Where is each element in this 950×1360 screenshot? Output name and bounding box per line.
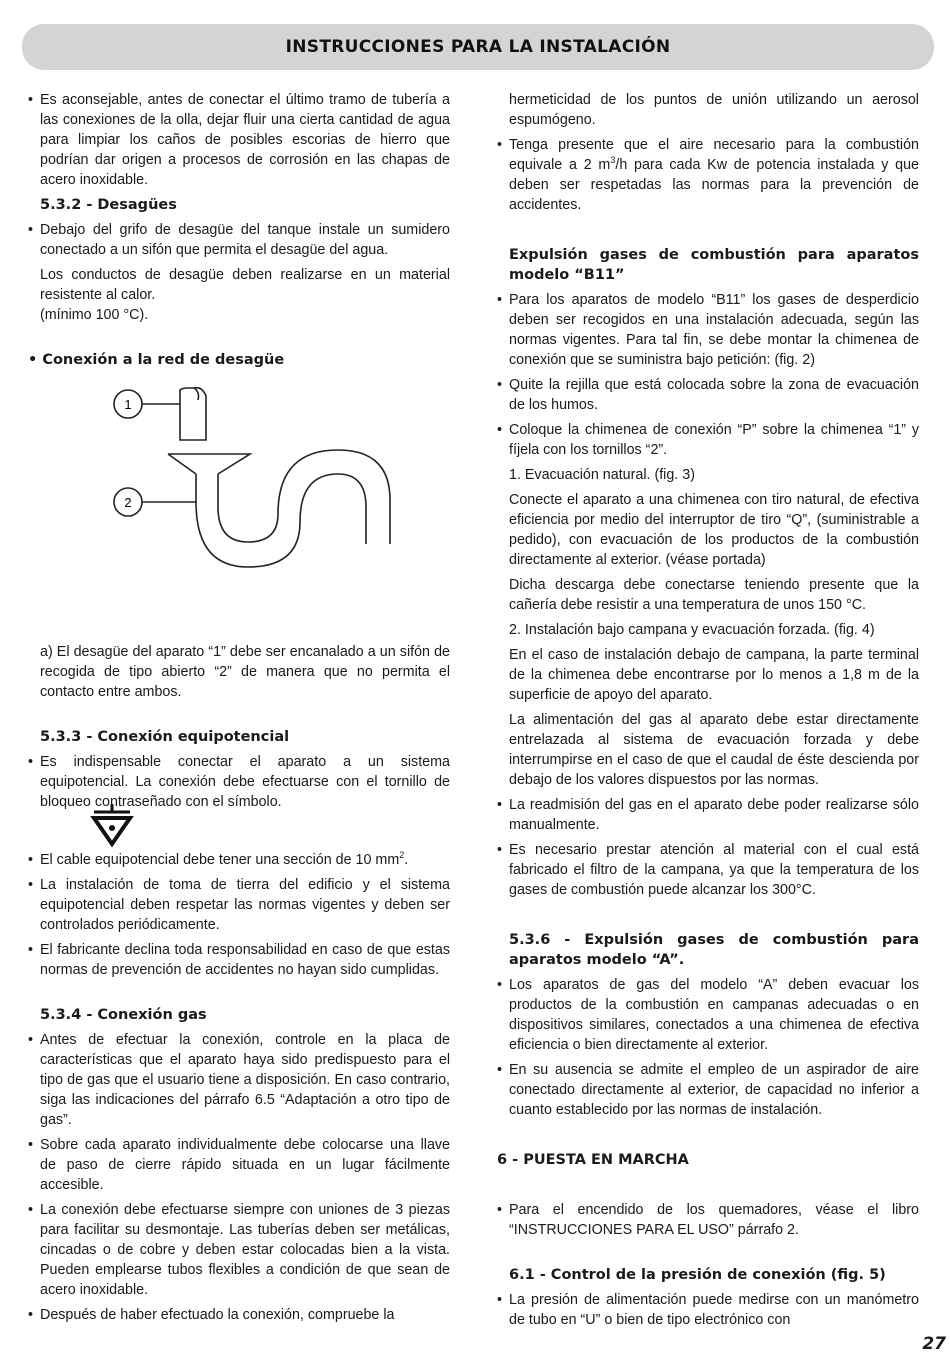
paragraph: Conecte el aparato a una chimenea con tiro natural, de efectiva eficiencia por medio del interruptor de tiro “Q”, (suministrable a pedido), con evacuación de los productos de la combustión directamente al exterior. (véase portada) bbox=[509, 492, 919, 568]
paragraph: • La presión de alimentación puede medirse con un manómetro de tubo en “U” o bien de tipo electrónico con bbox=[497, 1290, 919, 1330]
drain-siphon-figure bbox=[98, 382, 398, 612]
figure-label-2: 2 bbox=[124, 495, 132, 510]
paragraph: hermeticidad de los puntos de unión utilizando un aerosol espumógeno. bbox=[509, 92, 919, 128]
paragraph: • Es necesario prestar atención al material con el cual está fabricado el filtro de la campana, ya que la temperatura de los gases de combustión puede alcanzar los 300°C. bbox=[497, 840, 919, 900]
paragraph: • Es indispensable conectar el aparato a un sistema equipotencial. La conexión debe efectuarse con el tornillo de bloqueo contraseñado con el símbolo. bbox=[28, 752, 450, 812]
paragraph: • Debajo del grifo de desagüe del tanque instale un sumidero conectado a un sifón que permita el desagüe del agua. bbox=[28, 220, 450, 260]
right-column bbox=[497, 90, 919, 1335]
paragraph: • El cable equipotencial debe tener una sección de 10 $mm^2$. bbox=[28, 850, 450, 870]
paragraph: • Sobre cada aparato individualmente debe colocarse una llave de paso de cierre rápido situada en un lugar fácilmente accesible. bbox=[28, 1135, 450, 1195]
paragraph: a) El desagüe del aparato “1” debe ser encanalado a un sifón de recogida de tipo abierto “2” de manera que no permita el contacto entre ambos. bbox=[40, 644, 450, 700]
left-column bbox=[28, 90, 450, 1330]
paragraph: • El fabricante declina toda responsabilidad en caso de que estas normas de prevención de accidentes no hayan sido cumplidas. bbox=[28, 940, 450, 980]
figure-label-1: 1 bbox=[124, 397, 132, 412]
paragraph: • Para los aparatos de modelo “B11” los gases de desperdicio deben ser recogidos en una instalación adecuada, según las normas vigentes. Para tal fin, se debe montar la chimenea de conexión que se suministra bajo petición: (fig. 2) bbox=[497, 290, 919, 370]
paragraph: • En su ausencia se admite el empleo de un aspirador de aire conectado directamente al exterior, de capacidad no inferior a cuanto establecido por las normas de instalación. bbox=[497, 1060, 919, 1120]
paragraph: • Quite la rejilla que está colocada sobre la zona de evacuación de los humos. bbox=[497, 375, 919, 415]
section-heading-conexion-desague: • Conexión a la red de desagüe bbox=[28, 352, 285, 368]
paragraph: • Coloque la chimenea de conexión “P” sobre la chimenea “1” y fíjela con los tornillos “2”. bbox=[497, 420, 919, 460]
paragraph: En el caso de instalación debajo de campana, la parte terminal de la chimenea debe encontrarse por lo menos a 1,8 m de la superficie de apoyo del aparato. bbox=[509, 647, 919, 703]
paragraph: • Los aparatos de gas del modelo “A” deben evacuar los productos de la combustión en campanas adecuadas o en dispositivos similares, conectados a una chimenea de efectiva eficiencia o bien directamente al exterior. bbox=[497, 975, 919, 1055]
section-heading-6: 6 - PUESTA EN MARCHA bbox=[497, 1152, 689, 1168]
section-heading-5-3-2: 5.3.2 - Desagües bbox=[40, 197, 177, 213]
page-title: INSTRUCCIONES PARA LA INSTALACIÓN bbox=[285, 37, 671, 57]
paragraph: • Después de haber efectuado la conexión, compruebe la bbox=[28, 1305, 450, 1325]
paragraph: La alimentación del gas al aparato debe estar directamente entrelazada al sistema de evacuación forzada y debe interrumpirse en el caso de que el caudal de éste descienda por debajo de los valores dispuestos por las normas. bbox=[509, 712, 919, 788]
paragraph: • La instalación de toma de tierra del edificio y el sistema equipotencial deben respetar las normas vigentes y deben ser controlados periódicamente. bbox=[28, 875, 450, 935]
paragraph: • Para el encendido de los quemadores, véase el libro “INSTRUCCIONES PARA EL USO” párrafo 2. bbox=[497, 1200, 919, 1240]
paragraph: • La readmisión del gas en el aparato debe poder realizarse sólo manualmente. bbox=[497, 795, 919, 835]
paragraph: • Tenga presente que el aire necesario para la combustión equivale a 2 $m^3/h$ para cada Kw de potencia instalada y que deben ser respetadas las normas para la prevención de accidentes. bbox=[497, 135, 919, 215]
paragraph: Dicha descarga debe conectarse teniendo presente que la cañería debe resistir a una temperatura de unos 150 °C. bbox=[509, 577, 919, 613]
paragraph: Los conductos de desagüe deben realizarse en un material resistente al calor. bbox=[40, 267, 450, 303]
paragraph: (mínimo 100 °C). bbox=[40, 307, 149, 323]
page-header bbox=[22, 24, 934, 70]
section-heading-b11: Expulsión gases de combustión para aparatos modelo “B11” bbox=[509, 247, 919, 283]
page-number: 27 bbox=[922, 1334, 946, 1354]
section-heading-5-3-6: 5.3.6 - Expulsión gases de combustión para aparatos modelo “A”. bbox=[509, 932, 919, 968]
paragraph: • La conexión debe efectuarse siempre con uniones de 3 piezas para facilitar su desmontaje. Las tuberías deben ser metálicas, cincadas o de cobre y deben estar colocadas bien a la vista. Pueden emplearse tubos flexibles a condición de que sean de acero inoxidable. bbox=[28, 1200, 450, 1300]
paragraph: 2. Instalación bajo campana y evacuación forzada. (fig. 4) bbox=[509, 622, 875, 638]
paragraph: • Es aconsejable, antes de conectar el último tramo de tubería a las conexiones de la olla, dejar fluir una cierta cantidad de agua para limpiar los caños de posibles escorias de hierro que podrían dar origen a procesos de corrosión en las chapas de acero inoxidable. bbox=[28, 90, 450, 190]
section-heading-5-3-4: 5.3.4 - Conexión gas bbox=[40, 1007, 207, 1023]
paragraph: • Antes de efectuar la conexión, controle en la placa de características que el aparato haya sido predispuesto para el tipo de gas que el usuario tiene a disposición. En caso contrario, siga las indicaciones del párrafo 6.5 “Adaptación a otro tipo de gas”. bbox=[28, 1030, 450, 1130]
section-heading-6-1: 6.1 - Control de la presión de conexión (fig. 5) bbox=[509, 1267, 886, 1283]
paragraph: 1. Evacuación natural. (fig. 3) bbox=[509, 467, 695, 483]
section-heading-5-3-3: 5.3.3 - Conexión equipotencial bbox=[40, 729, 290, 745]
